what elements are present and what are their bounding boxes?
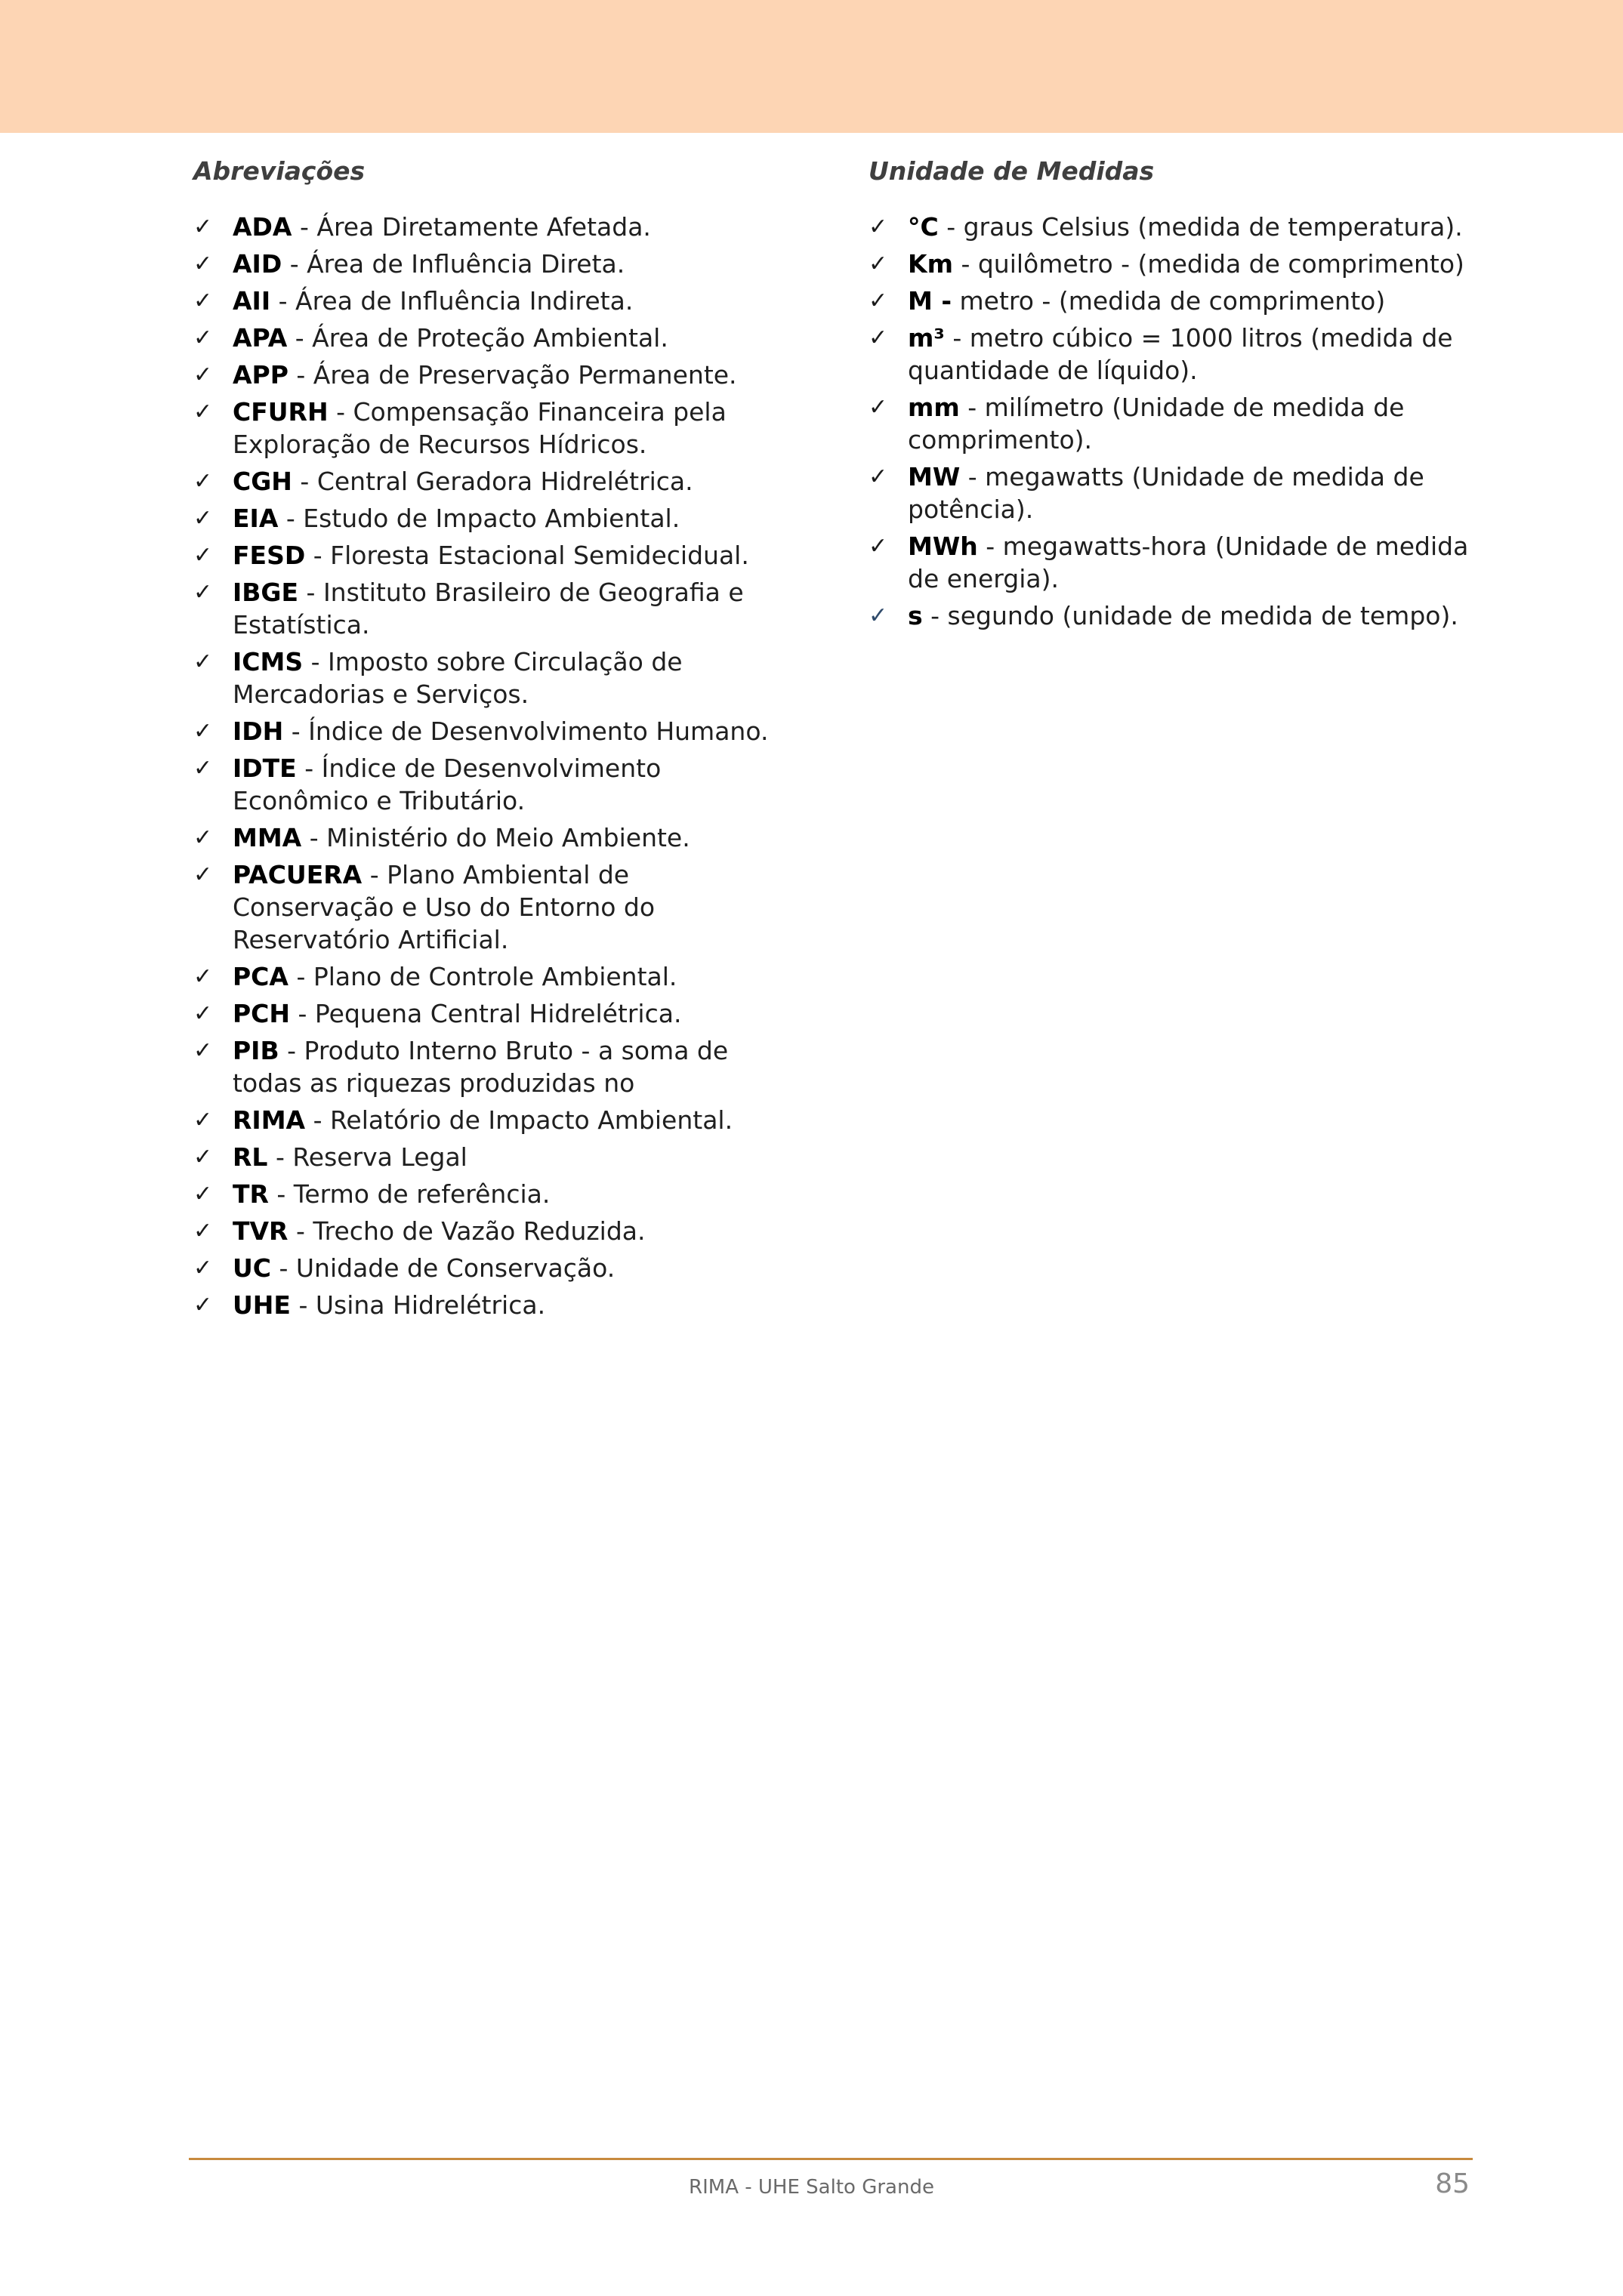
- list-item: [193, 858, 798, 956]
- item-abbreviation: TVR: [233, 1216, 288, 1246]
- item-description: - quilômetro - (medida de comprimento): [952, 249, 1464, 279]
- check-icon: ✓: [193, 468, 213, 495]
- check-icon: ✓: [193, 1107, 213, 1133]
- item-abbreviation: m³: [908, 323, 945, 353]
- item-abbreviation: IDH: [233, 717, 284, 746]
- item-description: - metro cúbico = 1000 litros (medida de quantidade de líquido).: [908, 323, 1453, 385]
- footer-rule: [189, 2158, 1473, 2160]
- check-icon: ✓: [193, 1144, 213, 1170]
- list-item: [869, 285, 1495, 317]
- list-item: [869, 322, 1495, 387]
- check-icon: ✓: [193, 505, 213, 532]
- check-icon: ✓: [869, 394, 888, 421]
- item-abbreviation: ICMS: [233, 647, 304, 676]
- item-abbreviation: TR: [233, 1179, 269, 1209]
- list-item: [193, 1104, 798, 1136]
- list-item: [869, 599, 1495, 632]
- item-description: - Índice de Desenvolvimento Econômico e Tributário.: [233, 754, 662, 815]
- item-description: - Área de Influência Indireta.: [270, 286, 634, 316]
- item-description: - Relatório de Impacto Ambiental.: [305, 1105, 733, 1135]
- item-abbreviation: M -: [908, 286, 952, 316]
- check-icon: ✓: [193, 399, 213, 425]
- list-item: [193, 1252, 798, 1284]
- item-abbreviation: MWh: [908, 532, 978, 561]
- list-item: [869, 461, 1495, 525]
- item-description: - Compensação Financeira pela Exploração de Recursos Hídricos.: [233, 397, 727, 459]
- item-description: - milímetro (Unidade de medida de comprimento).: [908, 393, 1405, 455]
- item-abbreviation: MMA: [233, 823, 302, 852]
- check-icon: ✓: [193, 1292, 213, 1318]
- item-description: - Área de Preservação Permanente.: [288, 360, 737, 390]
- check-icon: ✓: [869, 533, 888, 559]
- item-abbreviation: EIA: [233, 504, 279, 533]
- list-item: [193, 960, 798, 993]
- item-abbreviation: UC: [233, 1253, 272, 1283]
- list-item: [193, 1034, 798, 1099]
- item-abbreviation: RL: [233, 1142, 268, 1172]
- check-icon: ✓: [193, 251, 213, 277]
- item-abbreviation: IDTE: [233, 754, 297, 783]
- item-description: - Produto Interno Bruto - a soma de todas as riquezas produzidas no: [233, 1036, 729, 1098]
- list-item: [193, 1289, 798, 1321]
- item-description: - Central Geradora Hidrelétrica.: [292, 467, 693, 496]
- item-description: - Usina Hidrelétrica.: [290, 1290, 546, 1320]
- item-description: - segundo (unidade de medida de tempo).: [922, 601, 1458, 630]
- header-band: [0, 0, 1623, 133]
- item-abbreviation: s: [908, 601, 923, 630]
- item-description: - Reserva Legal: [267, 1142, 467, 1172]
- list-item: [193, 997, 798, 1030]
- list-item: [869, 391, 1495, 456]
- list-item: [193, 211, 798, 243]
- item-abbreviation: PIB: [233, 1036, 279, 1065]
- item-abbreviation: RIMA: [233, 1105, 306, 1135]
- item-abbreviation: UHE: [233, 1290, 291, 1320]
- list-item: [193, 285, 798, 317]
- check-icon: ✓: [193, 325, 213, 351]
- list-item: [193, 1215, 798, 1247]
- list-item: [869, 248, 1495, 280]
- check-icon: ✓: [193, 1218, 213, 1244]
- check-icon: ✓: [869, 251, 888, 277]
- list-item: [193, 502, 798, 535]
- item-abbreviation: PACUERA: [233, 860, 363, 889]
- page-number: 85: [1435, 2168, 1470, 2199]
- item-description: - Termo de referência.: [268, 1179, 551, 1209]
- check-icon: ✓: [869, 325, 888, 351]
- item-description: - Área de Proteção Ambiental.: [287, 323, 668, 353]
- item-abbreviation: PCH: [233, 999, 291, 1028]
- item-description: - Estudo de Impacto Ambiental.: [278, 504, 680, 533]
- item-description: - Área de Influência Direta.: [282, 249, 625, 279]
- item-abbreviation: °C: [908, 212, 939, 242]
- check-icon: ✓: [869, 464, 888, 490]
- item-description: - Plano de Controle Ambiental.: [288, 962, 677, 991]
- list-item: [193, 1178, 798, 1210]
- list-item: [193, 359, 798, 391]
- check-icon: ✓: [193, 362, 213, 388]
- check-icon: ✓: [869, 603, 888, 629]
- units-column: [869, 155, 1495, 636]
- item-description: - Imposto sobre Circulação de Mercadorias e Serviços.: [233, 647, 683, 709]
- check-icon: ✓: [193, 542, 213, 569]
- item-description: - Ministério do Meio Ambiente.: [301, 823, 690, 852]
- abbreviations-list: [193, 211, 798, 1321]
- list-item: [869, 530, 1495, 595]
- item-abbreviation: IBGE: [233, 578, 299, 607]
- item-abbreviation: AII: [233, 286, 271, 316]
- list-item: [193, 1141, 798, 1173]
- check-icon: ✓: [193, 1037, 213, 1064]
- item-description: - Pequena Central Hidrelétrica.: [290, 999, 682, 1028]
- check-icon: ✓: [869, 214, 888, 240]
- check-icon: ✓: [193, 963, 213, 990]
- item-description: - Plano Ambiental de Conservação e Uso do Entorno do Reservatório Artificial.: [233, 860, 656, 954]
- list-item: [193, 322, 798, 354]
- check-icon: ✓: [193, 1255, 213, 1281]
- check-icon: ✓: [193, 1000, 213, 1027]
- check-icon: ✓: [193, 579, 213, 606]
- item-abbreviation: Km: [908, 249, 953, 279]
- item-abbreviation: APA: [233, 323, 288, 353]
- check-icon: ✓: [193, 755, 213, 781]
- item-abbreviation: APP: [233, 360, 288, 390]
- check-icon: ✓: [869, 288, 888, 314]
- item-abbreviation: FESD: [233, 541, 306, 570]
- list-item: [193, 646, 798, 710]
- list-item: [193, 576, 798, 641]
- list-item: [193, 396, 798, 461]
- item-abbreviation: PCA: [233, 962, 288, 991]
- check-icon: ✓: [193, 649, 213, 675]
- item-description: - megawatts (Unidade de medida de potência).: [908, 462, 1424, 524]
- list-item: [869, 211, 1495, 243]
- item-abbreviation: CGH: [233, 467, 292, 496]
- item-description: - Área Diretamente Afetada.: [292, 212, 651, 242]
- item-abbreviation: mm: [908, 393, 960, 422]
- item-abbreviation: CFURH: [233, 397, 329, 427]
- list-item: [193, 539, 798, 572]
- item-description: - Instituto Brasileiro de Geografia e Estatística.: [233, 578, 744, 639]
- item-description: - graus Celsius (medida de temperatura).: [938, 212, 1463, 242]
- item-description: - Floresta Estacional Semidecidual.: [305, 541, 749, 570]
- item-description: - Índice de Desenvolvimento Humano.: [283, 717, 769, 746]
- list-item: [193, 715, 798, 747]
- footer-text: RIMA - UHE Salto Grande: [689, 2176, 934, 2199]
- units-title: Unidade de Medidas: [869, 156, 1155, 186]
- list-item: [193, 752, 798, 817]
- item-description: - Trecho de Vazão Reduzida.: [288, 1216, 646, 1246]
- check-icon: ✓: [193, 861, 213, 888]
- list-item: [193, 465, 798, 498]
- item-abbreviation: MW: [908, 462, 961, 492]
- item-abbreviation: AID: [233, 249, 282, 279]
- check-icon: ✓: [193, 718, 213, 744]
- item-description: - megawatts-hora (Unidade de medida de energia).: [908, 532, 1469, 593]
- units-list: [869, 211, 1495, 632]
- abbreviations-title: Abreviações: [193, 156, 366, 186]
- item-description: metro - (medida de comprimento): [952, 286, 1386, 316]
- check-icon: ✓: [193, 288, 213, 314]
- check-icon: ✓: [193, 1181, 213, 1207]
- item-abbreviation: ADA: [233, 212, 292, 242]
- list-item: [193, 821, 798, 854]
- item-description: - Unidade de Conservação.: [271, 1253, 616, 1283]
- check-icon: ✓: [193, 214, 213, 240]
- check-icon: ✓: [193, 824, 213, 851]
- abbreviations-column: [193, 155, 798, 1326]
- list-item: [193, 248, 798, 280]
